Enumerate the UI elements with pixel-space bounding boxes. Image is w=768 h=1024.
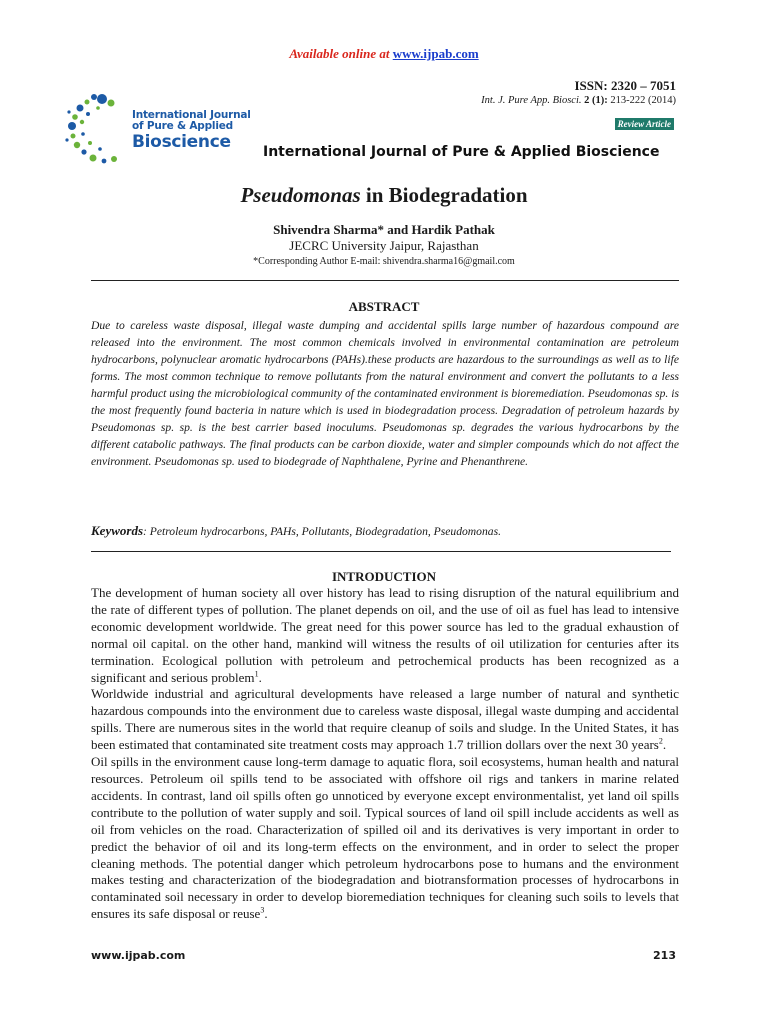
paragraph-text: Worldwide industrial and agricultural developments have released a large number of natural and synthetic hazardous compounds into the environment due to careless waste disposal, illegal waste dumping and accidental spills. There are numerous sites in the world that require cleanup of soils and sludge. In the United States, it has been estimated that contaminated site treatment costs may approach 1.7 trillion dollars over the next 30 years xyxy=(91,686,679,753)
paragraph-text: Oil spills in the environment cause long-term damage to aquatic flora, soil ecosystems, human health and natural resources. Petroleum oil spills tend to be associated with offshore oil rigs and tankers in marine related accidents. In contrast, land oil spills often go unnoticed by everyone except environmentalist, yet land oil spills contribute to the pollution of water supply and soil. Typical sources of land oil spill include accidents as well as oil from vehicles on the road. Characterization of spilled oil and its derivatives is very important in order to predict the behavior of oil and its long-term effects on the environment, and in order to select the proper cleaning methods. The potential danger which petroleum hydrocarbons pose to humans and the environment makes testing and characterization of the biodegradation and biotransformation processes of hydrocarbons in contaminated soil necessary in order to develop bioremediation techniques for cleaning such soils to levels that ensures its safe disposal or reuse xyxy=(91,754,679,922)
introduction-heading: INTRODUCTION xyxy=(331,569,436,584)
issn: ISSN: 2320 – 7051 xyxy=(574,78,676,93)
logo-line-1: International Journal xyxy=(132,109,251,121)
reference-marker: 1 xyxy=(254,669,259,679)
logo-line-2: of Pure & Applied xyxy=(132,120,233,133)
citation-journal: Int. J. Pure App. Biosci. xyxy=(481,95,582,106)
logo-line-3: Bioscience xyxy=(132,131,231,152)
paragraph-end: . xyxy=(258,669,262,685)
paragraph xyxy=(91,585,679,686)
available-prefix: Available online at xyxy=(289,46,393,61)
citation-volume: 2 (1): xyxy=(581,95,608,106)
divider-top xyxy=(91,280,679,281)
journal-url-link[interactable]: www.ijpab.com xyxy=(392,46,479,61)
keywords-label: Keywords xyxy=(91,523,143,538)
article-title xyxy=(0,183,768,208)
logo-wordmark xyxy=(132,110,251,151)
paragraph-text: The development of human society all over history has lead to rising disruption of the natural equilibrium and the rate of different types of pollution. The planet depends on oil, and the use of oil as fuel has lead to intensive economic development worldwide. The great need for this power source has led to the gradual exhaustion of normal oil capital. on the other hand, mankind will witness the results of oil utilization for centuries after its termination. Ecological pollution with petroleum and petrochemical products has been recognized as a significant and serious problem xyxy=(91,585,679,685)
keywords xyxy=(91,523,679,539)
journal-name: International Journal of Pure & Applied Bioscience xyxy=(263,144,660,160)
introduction-body xyxy=(91,585,679,923)
citation xyxy=(481,95,676,106)
paragraph xyxy=(91,686,679,754)
divider-bottom xyxy=(91,551,671,552)
paragraph-end: . xyxy=(662,737,667,753)
authors: Shivendra Sharma* and Hardik Pathak xyxy=(273,222,495,237)
article-type-badge: Review Article xyxy=(615,118,674,130)
logo-dots-icon xyxy=(65,94,117,163)
footer-url[interactable]: www.ijpab.com xyxy=(91,949,186,962)
corresponding-author: *Corresponding Author E-mail: shivendra.sharma16@gmail.com xyxy=(253,256,515,267)
reference-marker: 3 xyxy=(260,905,265,915)
reference-marker: 2 xyxy=(658,736,663,746)
title-rest: in Biodegradation xyxy=(360,183,528,207)
availability-line xyxy=(0,46,768,62)
title-genus: Pseudomonas xyxy=(240,183,361,207)
paragraph-end: . xyxy=(264,906,268,922)
keywords-list: : Petroleum hydrocarbons, PAHs, Pollutants, Biodegradation, Pseudomonas. xyxy=(143,525,501,538)
affiliation: JECRC University Jaipur, Rajasthan xyxy=(289,238,479,253)
abstract-heading: ABSTRACT xyxy=(348,299,420,314)
abstract-text: Due to careless waste disposal, illegal waste dumping and accidental spills large number of hazardous compound are released into the environment. The most common chemicals involved in environmental contamination are petroleum hydrocarbons, polynuclear aromatic hydrocarbons (PAHs).these products are hazardous to the surroundings as well as to life forms. The most common technique to remove pollutants from the natural environment and convert the pollutants to a less harmful product using the microbiological community of the contaminated environment is bioremediation. Pseudomonas sp. is the most frequently found bacteria in nature which is used in biodegradation process. Degradation of petroleum hazards by Pseudomonas sp. sp. is the best carrier based inoculums. Pseudomonas sp. degrades the various hydrocarbons by the different catabolic pathways. The final products can be carbon dioxide, water and simpler compounds which do not affect the environment. Pseudomonas sp. used to biodegrade of Naphthalene, Pyrine and Phenanthrene. xyxy=(91,319,679,468)
page-number: 213 xyxy=(653,949,676,962)
paragraph xyxy=(91,754,679,923)
citation-pages: 213-222 (2014) xyxy=(607,95,676,106)
